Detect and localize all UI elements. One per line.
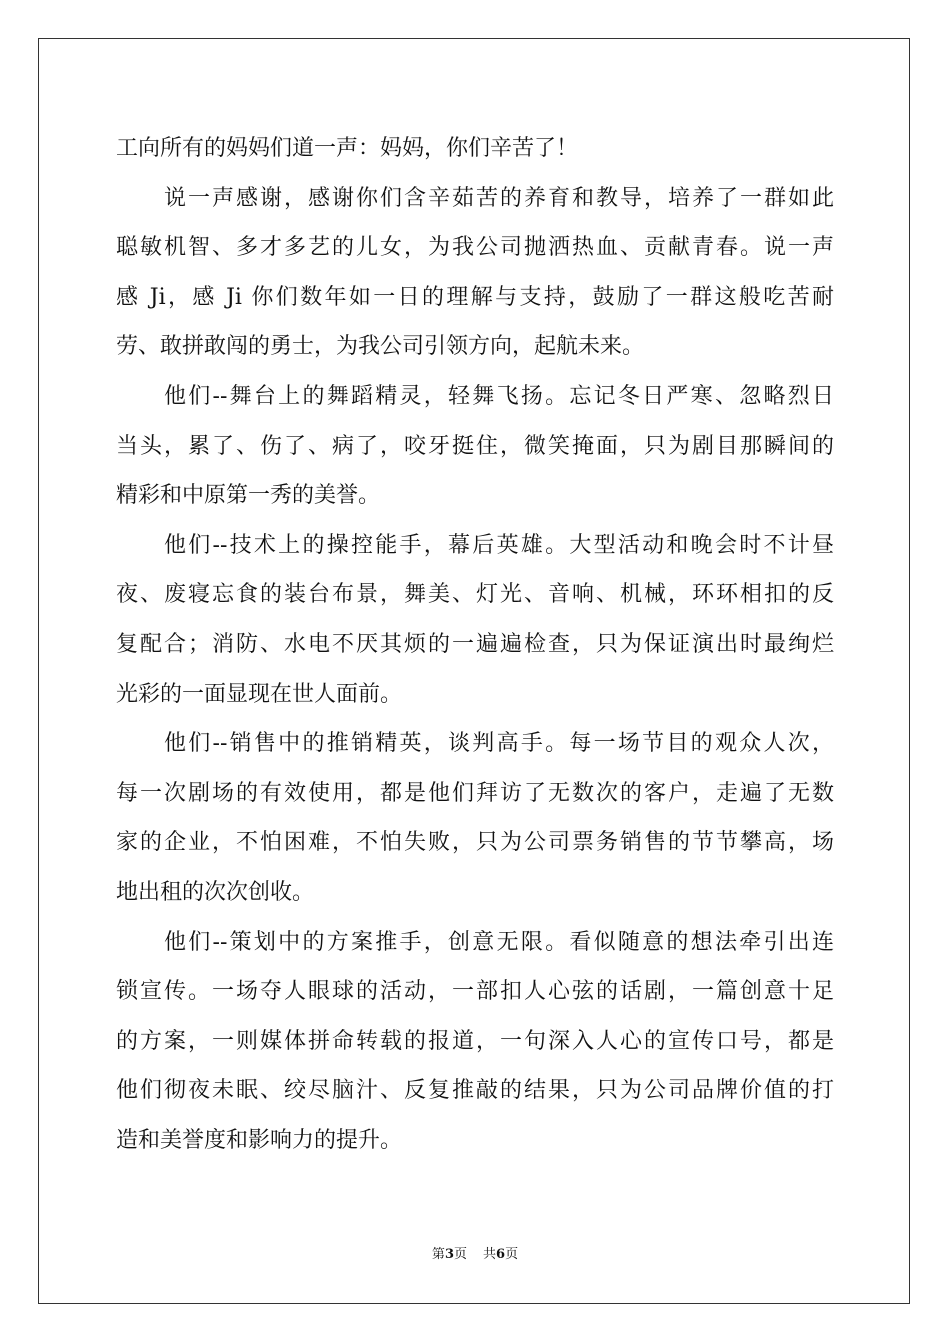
text-line: 他们--技术上的操控能手，幕后英雄。大型活动和晚会时不计昼	[164, 532, 834, 558]
text-line: 光彩的一面显现在世人面前。	[116, 681, 403, 707]
text-line: 他们--销售中的推销精英，谈判高手。每一场节目的观众人次，	[164, 731, 834, 757]
page-footer	[0, 1245, 950, 1265]
text-line: 他们--策划中的方案推手，创意无限。看似随意的想法牵引出连	[164, 929, 834, 955]
footer-page-suffix: 页	[453, 1247, 467, 1262]
text-line: 他们彻夜未眠、绞尽脑汁、反复推敲的结果，只为公司品牌价值的打	[116, 1078, 834, 1104]
text-line: 聪敏机智、多才多艺的儿女，为我公司抛洒热血、贡献青春。说一声	[116, 235, 834, 261]
text-line: 每一次剧场的有效使用，都是他们拜访了无数次的客户，走遍了无数	[116, 780, 834, 806]
text-line: 精彩和中原第一秀的美誉。	[116, 483, 381, 509]
footer-current-page: 3	[444, 1247, 454, 1262]
text-line: 工向所有的妈妈们道一声：妈妈，你们辛苦了！	[116, 136, 579, 161]
text-line: 劳、敢拼敢闯的勇士，为我公司引领方向，起航未来。	[116, 334, 645, 360]
footer-page-prefix: 第	[431, 1247, 445, 1262]
footer-total-suffix: 页	[505, 1247, 519, 1262]
text-line: 他们--舞台上的舞蹈精灵，轻舞飞扬。忘记冬日严寒、忽略烈日	[164, 383, 834, 409]
footer-total-pages: 6	[496, 1247, 506, 1262]
text-line: 夜、废寝忘食的装台布景，舞美、灯光、音响、机械，环环相扣的反	[116, 582, 834, 608]
text-line: 锁宣传。一场夺人眼球的活动，一部扣人心弦的话剧，一篇创意十足	[116, 979, 834, 1005]
text-line: 当头，累了、伤了、病了，咬牙挺住，微笑掩面，只为剧目那瞬间的	[116, 433, 834, 459]
footer-total-prefix: 共	[483, 1247, 497, 1262]
text-line: 的方案，一则媒体拼命转载的报道，一句深入人心的宣传口号，都是	[116, 1028, 834, 1054]
text-line: 造和美誉度和影响力的提升。	[116, 1127, 403, 1153]
text-line: 感 Ji，感 Ji 你们数年如一日的理解与支持，鼓励了一群这般吃苦耐	[116, 284, 834, 310]
text-line: 地出租的次次创收。	[116, 879, 315, 905]
text-line: 家的企业，不怕困难，不怕失败，只为公司票务销售的节节攀高，场	[116, 830, 834, 856]
text-line: 说一声感谢，感谢你们含辛茹苦的养育和教导，培养了一群如此	[164, 185, 834, 211]
document-body	[116, 124, 834, 1165]
text-line: 复配合；消防、水电不厌其烦的一遍遍检查，只为保证演出时最绚烂	[116, 631, 834, 657]
